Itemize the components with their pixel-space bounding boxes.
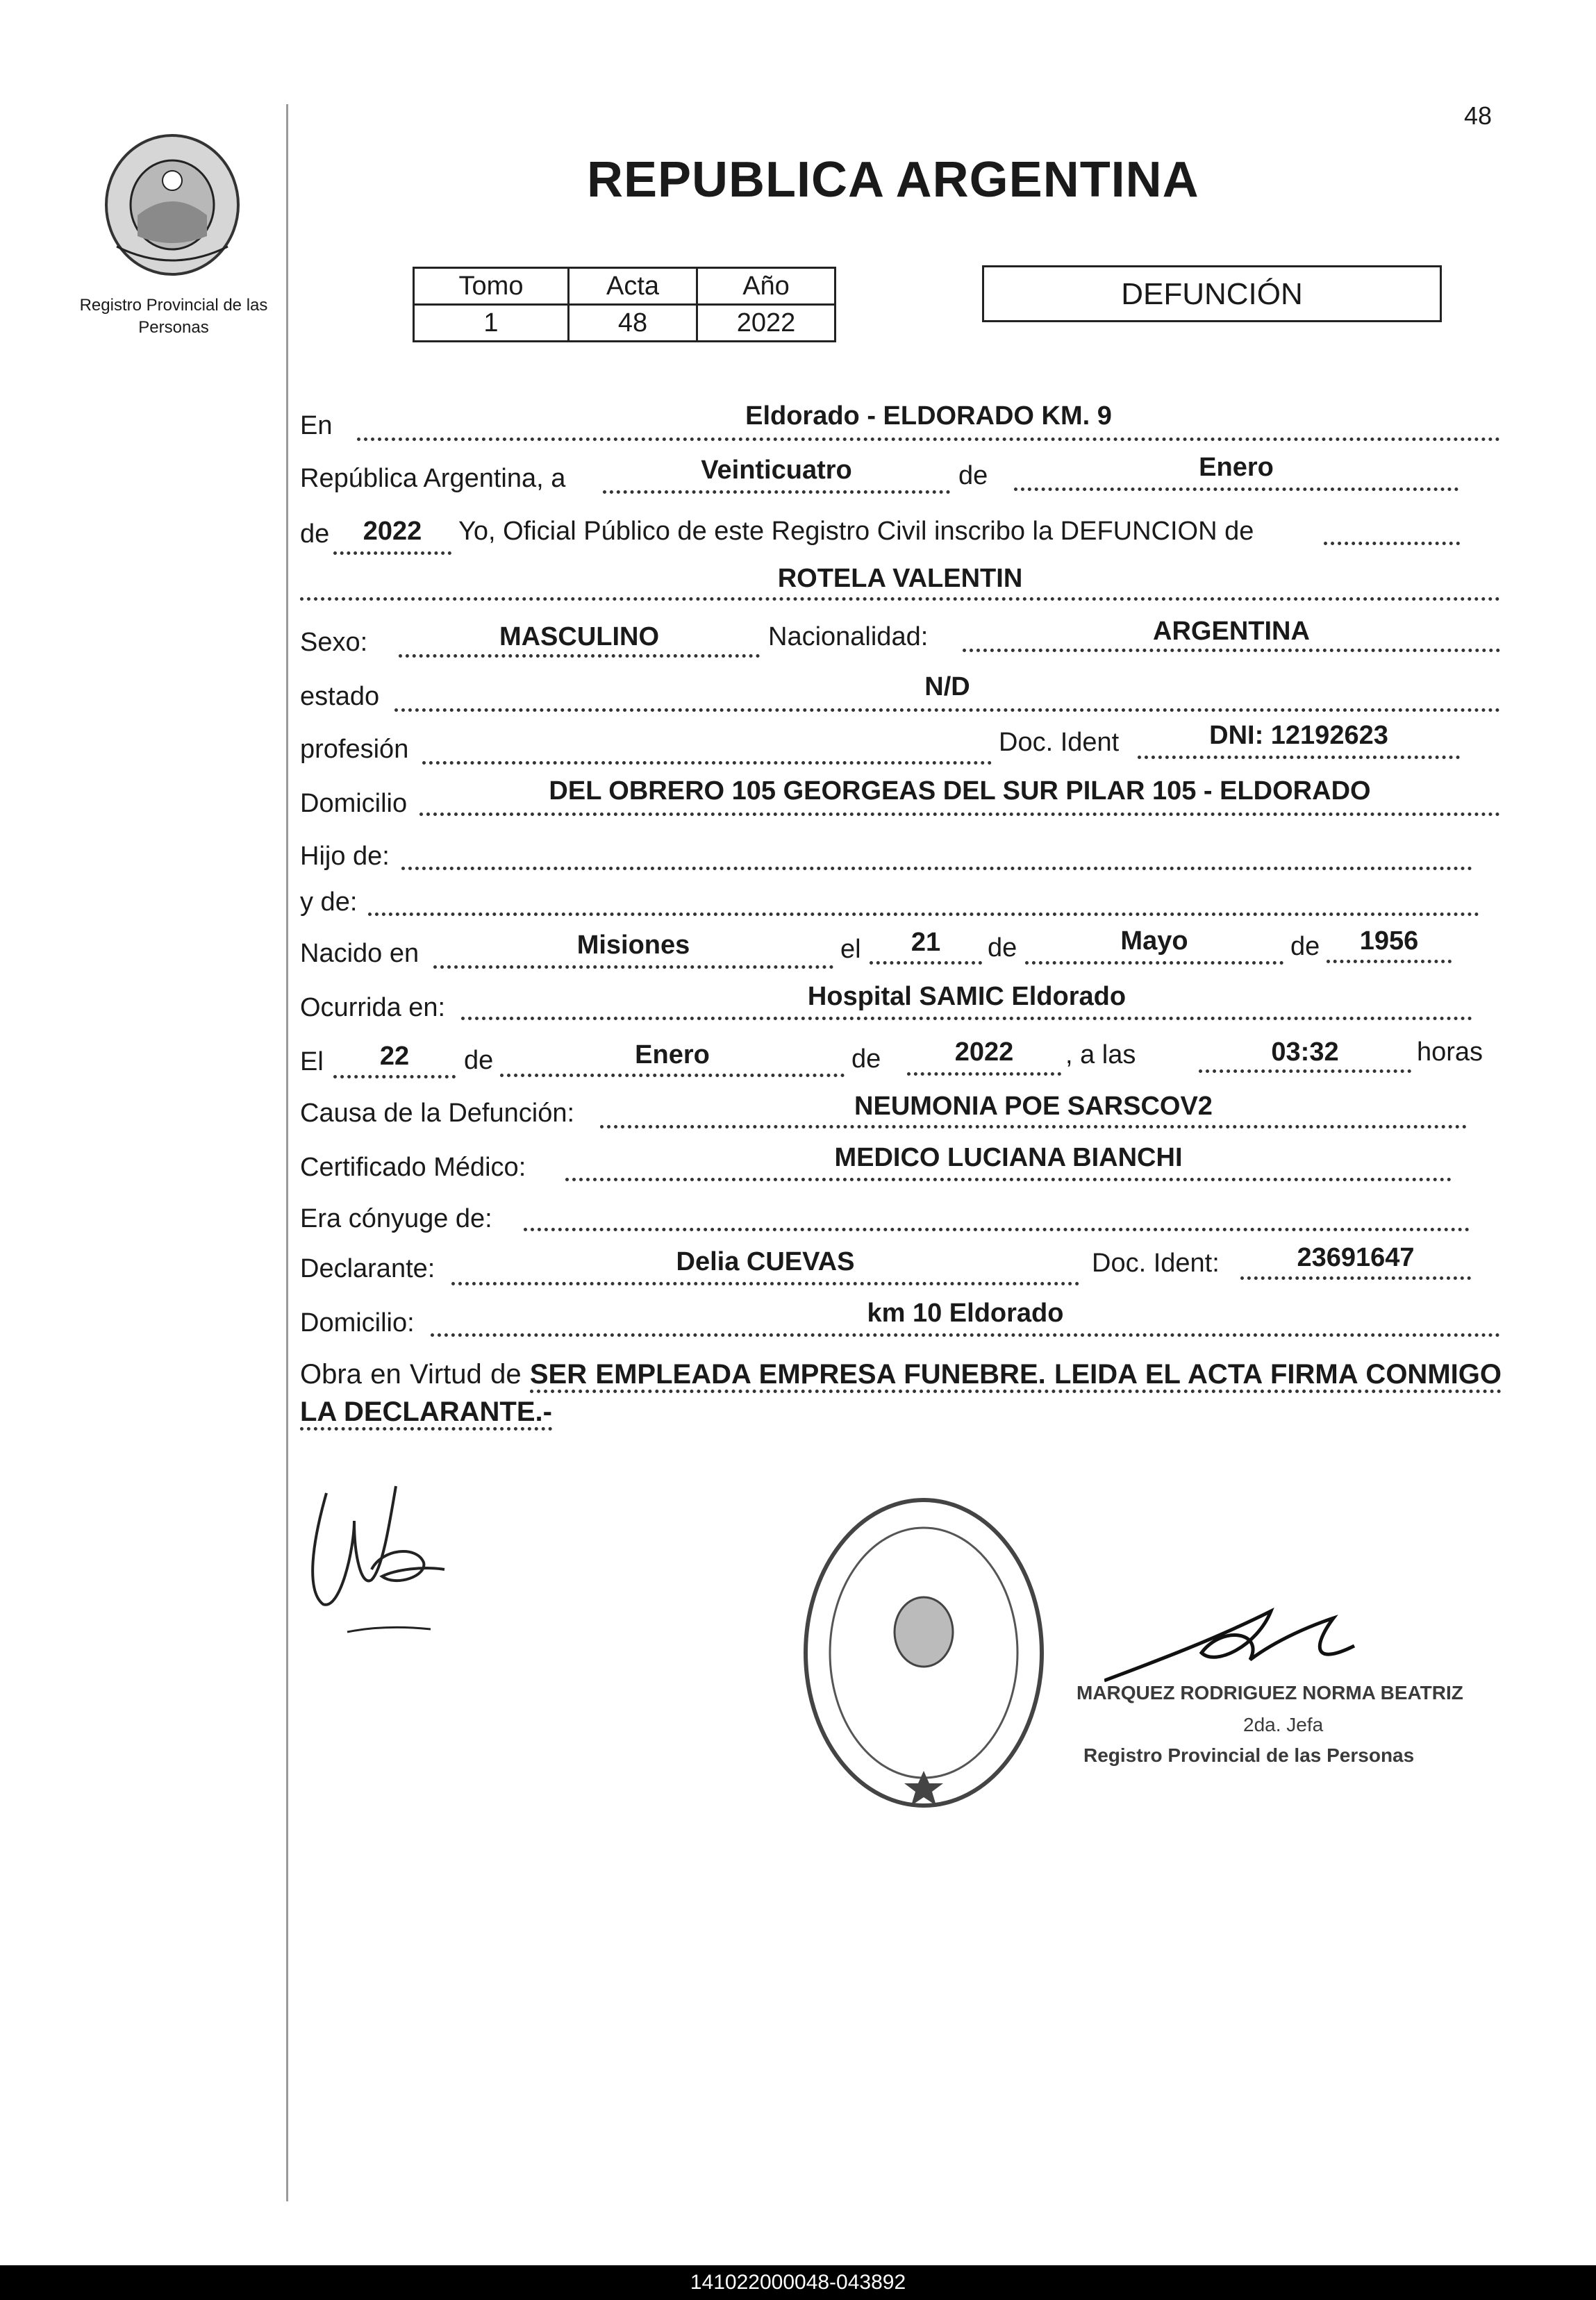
label-causa: Causa de la Defunción:	[300, 1099, 575, 1128]
label-yo: Yo, Oficial Público de este Registro Civil inscribo la DEFUNCION de	[458, 517, 1254, 546]
label-de-3: de	[988, 933, 1017, 962]
fill-anio	[333, 551, 451, 555]
page-number: 48	[1464, 101, 1493, 130]
fill-nac-mes	[1025, 961, 1283, 965]
value-anio: 2022	[363, 517, 422, 546]
official-name: MARQUEZ RODRIGUEZ NORMA BEATRIZ	[1077, 1682, 1463, 1703]
fill-yo	[1324, 542, 1460, 545]
fill-conyuge	[524, 1228, 1470, 1231]
label-en: En	[300, 411, 333, 440]
value-def-dia: 22	[379, 1042, 410, 1071]
label-estado: estado	[300, 682, 380, 711]
header-anio: Año	[697, 268, 836, 305]
label-de-1: de	[958, 461, 988, 490]
label-republica: República Argentina, a	[300, 464, 566, 493]
fill-ocurrida-en	[461, 1017, 1472, 1020]
label-de-4: de	[1290, 932, 1320, 961]
value-hora: 03:32	[1271, 1038, 1339, 1067]
fill-declarante-domicilio	[431, 1333, 1500, 1337]
official-signature	[1104, 1583, 1382, 1694]
label-a-las: , a las	[1065, 1040, 1136, 1069]
value-documento: DNI: 12192623	[1209, 721, 1388, 750]
value-nac-dia: 21	[911, 928, 941, 957]
fill-profesion	[422, 761, 992, 765]
fill-def-dia	[333, 1075, 456, 1078]
fill-documento	[1138, 756, 1460, 759]
fill-y-de	[368, 912, 1479, 916]
label-horas: horas	[1417, 1038, 1483, 1067]
header-tomo: Tomo	[414, 268, 569, 305]
declarant-signature	[306, 1465, 479, 1639]
label-nacionalidad: Nacionalidad:	[768, 622, 929, 651]
value-nac-mes: Mayo	[1120, 926, 1188, 956]
label-nacido-en: Nacido en	[300, 939, 419, 968]
fill-estado	[394, 708, 1500, 712]
record-table	[413, 267, 836, 342]
label-ocurrida-en: Ocurrida en:	[300, 993, 446, 1022]
label-obra: Obra en Virtud de	[300, 1359, 522, 1390]
label-y-de: y de:	[300, 888, 358, 917]
label-hijo-de: Hijo de:	[300, 842, 390, 871]
fill-mes	[1014, 488, 1458, 491]
fill-def-mes	[500, 1074, 845, 1077]
label-de-2: de	[300, 519, 330, 549]
value-tomo: 1	[414, 305, 569, 342]
value-nacido-en: Misiones	[576, 931, 690, 960]
value-sexo: MASCULINO	[499, 622, 660, 651]
fill-hora	[1199, 1069, 1411, 1073]
value-def-anio: 2022	[954, 1038, 1014, 1067]
margin-line	[286, 104, 288, 2201]
fill-causa	[600, 1125, 1467, 1128]
registry-name: Registro Provincial de las Personas	[79, 296, 268, 337]
footer-code: 141022000048-043892	[0, 2265, 1596, 2300]
fill-declarante	[451, 1282, 1079, 1285]
fill-declarante-doc	[1240, 1276, 1471, 1280]
value-certificado: MEDICO LUCIANA BIANCHI	[834, 1143, 1183, 1172]
value-obra: SER EMPLEADA EMPRESA FUNEBRE. LEIDA EL ACTA FIRMA CONMIGO LA DECLARANTE.-	[300, 1359, 1502, 1431]
fill-nacionalidad	[963, 649, 1500, 652]
label-profesion: profesión	[300, 735, 409, 764]
fill-def-anio	[907, 1072, 1061, 1076]
official-office: Registro Provincial de las Personas	[1083, 1744, 1415, 1766]
value-declarante: Delia CUEVAS	[676, 1247, 855, 1276]
fill-nac-dia	[870, 961, 982, 965]
fill-nac-anio	[1327, 960, 1452, 963]
label-doc-ident: Doc. Ident	[999, 728, 1120, 757]
value-mes: Enero	[1199, 453, 1274, 482]
label-sexo: Sexo:	[300, 628, 368, 657]
label-domicilio: Domicilio	[300, 789, 408, 818]
value-ocurrida-en: Hospital SAMIC Eldorado	[807, 982, 1127, 1011]
value-estado: N/D	[924, 672, 970, 701]
fill-nombre	[300, 597, 1500, 601]
fill-lugar	[357, 438, 1500, 441]
fill-certificado	[565, 1178, 1452, 1181]
value-dia: Veinticuatro	[701, 456, 852, 485]
label-declarante: Declarante:	[300, 1254, 435, 1283]
value-domicilio: DEL OBRERO 105 GEORGEAS DEL SUR PILAR 105 - ELDORADO	[549, 776, 1371, 806]
official-stamp	[799, 1493, 1049, 1812]
label-el: el	[840, 935, 861, 964]
label-doc-ident-2: Doc. Ident:	[1092, 1249, 1220, 1278]
label-certificado: Certificado Médico:	[300, 1153, 526, 1182]
value-nac-anio: 1956	[1359, 926, 1419, 956]
value-nombre: ROTELA VALENTIN	[777, 564, 1023, 593]
header-acta: Acta	[569, 268, 697, 305]
fill-domicilio	[419, 812, 1500, 816]
value-declarante-doc: 23691647	[1297, 1243, 1415, 1272]
official-position: 2da. Jefa	[1243, 1714, 1324, 1735]
label-de-5: de	[464, 1046, 494, 1075]
label-de-6: de	[851, 1044, 881, 1074]
label-domicilio-2: Domicilio:	[300, 1308, 415, 1338]
label-conyuge: Era cónyuge de:	[300, 1204, 492, 1233]
page-title: REPUBLICA ARGENTINA	[587, 152, 1199, 208]
obra-en-virtud	[300, 1356, 1502, 1431]
record-type-box: DEFUNCIÓN	[982, 265, 1442, 322]
fill-nacido-en	[433, 965, 833, 969]
value-causa: NEUMONIA POE SARSCOV2	[854, 1092, 1213, 1121]
value-def-mes: Enero	[635, 1040, 710, 1069]
value-declarante-domicilio: km 10 Eldorado	[867, 1299, 1064, 1328]
value-nacionalidad: ARGENTINA	[1153, 617, 1310, 646]
value-acta: 48	[569, 305, 697, 342]
value-anio: 2022	[697, 305, 836, 342]
provincial-seal	[96, 125, 249, 278]
fill-hijo-de	[401, 867, 1472, 870]
value-lugar: Eldorado - ELDORADO KM. 9	[745, 401, 1112, 431]
fill-sexo	[399, 654, 760, 658]
fill-dia	[603, 490, 950, 494]
label-el-cap: El	[300, 1047, 324, 1076]
